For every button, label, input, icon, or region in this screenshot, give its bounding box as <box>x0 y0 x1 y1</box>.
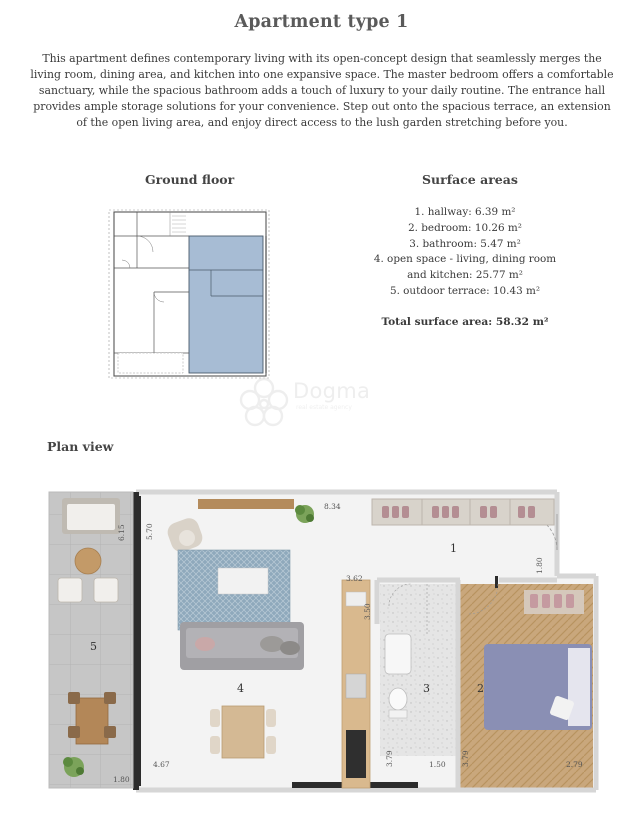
total-surface-area: Total surface area: 58.32 m² <box>381 316 549 328</box>
storage-cabinets <box>372 499 554 525</box>
watermark-subtitle: real estate agency <box>296 404 352 411</box>
surface-area-item: 5. outdoor terrace: 10.43 m² <box>389 284 541 297</box>
room-number: 4 <box>237 682 244 695</box>
dimension-label: 1.80 <box>113 775 130 784</box>
surface-areas-list <box>360 205 570 300</box>
room-number: 2 <box>477 682 484 695</box>
dimension-label: 4.67 <box>153 760 170 769</box>
round-table <box>75 548 101 574</box>
dimension-label: 3.79 <box>461 750 470 767</box>
surface-area-item: 2. bedroom: 10.26 m² <box>408 221 522 234</box>
sofa <box>180 622 304 670</box>
dimension-label: 6.15 <box>117 524 126 541</box>
room-number: 3 <box>423 682 430 695</box>
dimension-label: 5.70 <box>145 523 154 540</box>
washbasin <box>385 634 411 674</box>
dimension-label: 1.50 <box>429 760 446 769</box>
sink-icon <box>346 674 366 698</box>
surface-area-item: 3. bathroom: 5.47 m² <box>409 237 521 250</box>
intro-paragraph: This apartment defines contemporary living with its open-concept design that seamlessly merges the living room, dining area, and kitchen into one expansive space. The master bedroom offers a comfortable sanctuary, while the spacious bathroom adds a touch of luxury to your daily routine. The entrance hall provides ample storage solutions for your convenience. Step out onto the spacious terrace, an extension of the open living area, and enjoy direct access to the lush garden stretching before you. <box>30 52 614 129</box>
dimension-label: 3.50 <box>363 603 372 620</box>
flower-logo-icon <box>236 376 292 436</box>
surface-area-item: 1. hallway: 6.39 m² <box>414 206 516 218</box>
surface-areas-heading: Surface areas <box>422 172 518 187</box>
double-bed <box>484 644 592 730</box>
ground-floor-heading: Ground floor <box>145 172 235 187</box>
page-title: Apartment type 1 <box>234 12 409 32</box>
surface-area-item: and kitchen: 25.77 m² <box>407 269 523 282</box>
plan-view-heading: Plan view <box>47 439 114 454</box>
dimension-label: 1.80 <box>535 557 544 574</box>
surface-area-item: 4. open space - living, dining room <box>373 253 557 266</box>
toilet <box>389 688 407 710</box>
room-number: 1 <box>450 542 457 555</box>
highlighted-apartment <box>189 236 263 373</box>
watermark-brand: Dogma <box>293 379 371 403</box>
cooktop-icon <box>346 730 366 778</box>
ground-floor-plan <box>108 208 270 380</box>
terrace-dining-table <box>76 698 108 744</box>
sideboard <box>198 499 294 509</box>
dimension-label: 2.79 <box>566 760 583 769</box>
dining-table <box>222 706 264 758</box>
dimension-label: 8.34 <box>324 502 341 511</box>
watermark <box>236 376 416 436</box>
dimension-label: 3.62 <box>346 574 363 583</box>
room-number: 5 <box>90 640 97 653</box>
plan-view <box>40 484 612 810</box>
dimension-label: 3.79 <box>385 750 394 767</box>
outdoor-sofa <box>62 498 120 534</box>
coffee-table <box>218 568 268 594</box>
